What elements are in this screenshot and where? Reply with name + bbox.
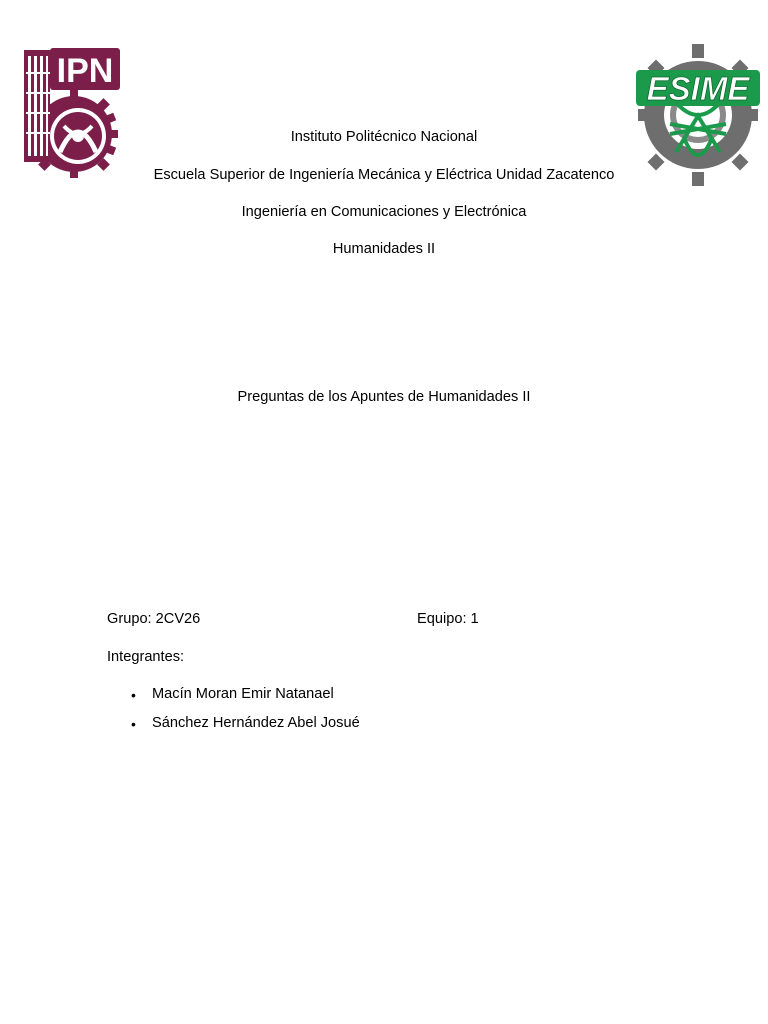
document-title: Preguntas de los Apuntes de Humanidades II <box>237 389 531 405</box>
member-name: Sánchez Hernández Abel Josué <box>152 714 360 731</box>
members-label: Integrantes: <box>107 649 185 665</box>
team-label: Equipo: 1 <box>417 611 479 627</box>
members-list <box>107 685 360 742</box>
esime-logo-text: ESIME <box>646 70 750 107</box>
career-name: Ingeniería en Comunicaciones y Electrónica <box>241 204 527 220</box>
ipn-logo-text: IPN <box>56 52 114 90</box>
group-label: Grupo: 2CV26 <box>107 611 201 627</box>
ipn-logo <box>20 42 128 180</box>
member-name: Macín Moran Emir Natanael <box>152 686 334 702</box>
list-item <box>107 714 360 743</box>
school-name: Escuela Superior de Ingeniería Mecánica y Eléctrica Unidad Zacatenco <box>153 167 615 183</box>
bullet-icon: • <box>131 715 136 732</box>
list-item <box>107 685 360 714</box>
bullet-icon: • <box>131 687 136 703</box>
institution-name: Instituto Politécnico Nacional <box>290 129 478 145</box>
subject-name: Humanidades II <box>332 241 436 257</box>
